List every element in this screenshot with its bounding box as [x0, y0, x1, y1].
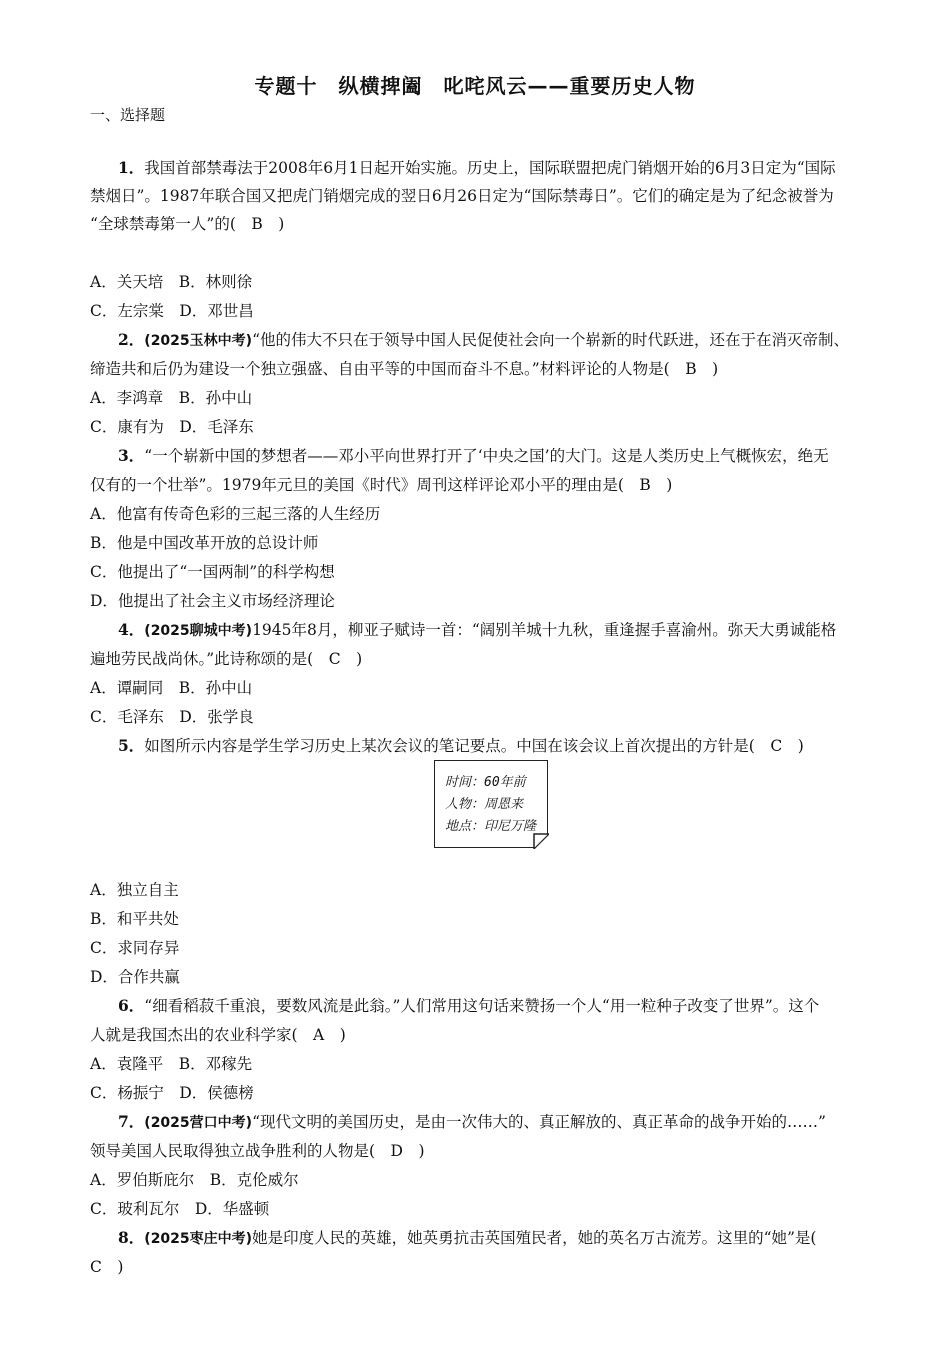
question-text: 遍地劳民战尚休。”此诗称颂的是( C ) [90, 650, 363, 668]
answer-option: D．合作共赢 [90, 968, 180, 986]
answer-option: A．他富有传奇色彩的三起三落的人生经历 [90, 505, 381, 523]
answer-option: B．和平共处 [90, 910, 179, 928]
question-number: 1． [118, 158, 145, 177]
question-number: 4． [118, 620, 145, 639]
answer-option: C．毛泽东 D．张学良 [90, 708, 254, 726]
question-5 [118, 736, 804, 756]
question-text: “他的伟大不只在于领导中国人民促使社会向一个崭新的时代跃进，还在于在消灭帝制、 [252, 331, 849, 349]
answer-option: C．杨振宁 D．侯德榜 [90, 1084, 254, 1102]
question-text: 我国首部禁毒法于2008年6月1日起开始实施。历史上，国际联盟把虎门销烟开始的6月3日定为“国际 [144, 159, 836, 177]
question-3 [118, 446, 829, 466]
section-heading: 一、选择题 [90, 106, 166, 124]
question-source: (2025聊城中考) [144, 623, 253, 639]
note-line: 地点：印尼万隆 [445, 819, 537, 834]
question-7 [118, 1112, 826, 1133]
question-text: 如图所示内容是学生学习历史上某次会议的笔记要点。中国在该会议上首次提出的方针是( C ) [144, 737, 804, 755]
question-text: C ) [90, 1258, 124, 1276]
question-4 [118, 620, 836, 641]
question-source: (2025枣庄中考) [144, 1231, 253, 1247]
answer-option: B．他是中国改革开放的总设计师 [90, 534, 319, 552]
question-2 [118, 330, 849, 351]
question-text: 人就是我国杰出的农业科学家( A ) [90, 1026, 346, 1044]
handwritten-note-figure [434, 760, 548, 848]
question-text: “细看稻菽千重浪，要数风流是此翁。”人们常用这句话来赞扬一个人“用一粒种子改变了世界”。这个 [144, 997, 820, 1015]
question-text: 禁烟日”。1987年联合国又把虎门销烟完成的翌日6月26日定为“国际禁毒日”。它们的确定是为了纪念被誉为 [90, 187, 834, 205]
question-text: 领导美国人民取得独立战争胜利的人物是( D ) [90, 1142, 425, 1160]
answer-option: A．罗伯斯庇尔 B．克伦威尔 [90, 1171, 299, 1189]
question-8 [118, 1228, 816, 1249]
question-number: 2． [118, 330, 145, 349]
question-number: 7． [118, 1112, 145, 1131]
question-source: (2025营口中考) [144, 1115, 253, 1131]
question-number: 3． [118, 446, 145, 465]
page-title: 专题十 纵横捭阖 叱咤风云——重要历史人物 [254, 74, 696, 98]
answer-option: D．他提出了社会主义市场经济理论 [90, 592, 335, 610]
page-fold-icon [533, 833, 549, 849]
note-line: 人物：周恩来 [445, 797, 524, 812]
note-line: 时间：60年前 [445, 775, 526, 790]
answer-option: C．他提出了“一国两制”的科学构想 [90, 563, 335, 581]
answer-option: A．关天培 B．林则徐 [90, 273, 253, 291]
question-text: “一个崭新中国的梦想者——邓小平向世界打开了‘中央之国’的大门。这是人类历史上气概恢宏，绝无 [144, 447, 829, 465]
question-text: 她是印度人民的英雄，她英勇抗击英国殖民者，她的英名万古流芳。这里的“她”是( [252, 1229, 817, 1247]
answer-option: A．独立自主 [90, 881, 179, 899]
answer-option: C．求同存异 [90, 939, 180, 957]
answer-option: A．李鸿章 B．孙中山 [90, 389, 253, 407]
answer-option: A．谭嗣同 B．孙中山 [90, 679, 253, 697]
answer-option: C．玻利瓦尔 D．华盛顿 [90, 1200, 270, 1218]
answer-option: C．康有为 D．毛泽东 [90, 418, 254, 436]
question-text: “全球禁毒第一人”的( B ) [90, 215, 285, 233]
question-number: 8． [118, 1228, 145, 1247]
question-number: 6． [118, 996, 145, 1015]
question-text: 仅有的一个壮举”。1979年元旦的美国《时代》周刊这样评论邓小平的理由是( B ) [90, 476, 673, 494]
question-text: 缔造共和后仍为建设一个独立强盛、自由平等的中国而奋斗不息。”材料评论的人物是( B ) [90, 360, 719, 378]
question-number: 5． [118, 736, 145, 755]
question-text: “现代文明的美国历史，是由一次伟大的、真正解放的、真正革命的战争开始的……” [252, 1113, 826, 1131]
answer-option: C．左宗棠 D．邓世昌 [90, 302, 254, 320]
question-6 [118, 996, 819, 1016]
question-text: 1945年8月，柳亚子赋诗一首：“阔别羊城十九秋，重逢握手喜渝州。弥天大勇诚能格 [252, 621, 837, 639]
question-source: (2025玉林中考) [144, 333, 253, 349]
answer-option: A．袁隆平 B．邓稼先 [90, 1055, 253, 1073]
question-1 [118, 158, 836, 178]
